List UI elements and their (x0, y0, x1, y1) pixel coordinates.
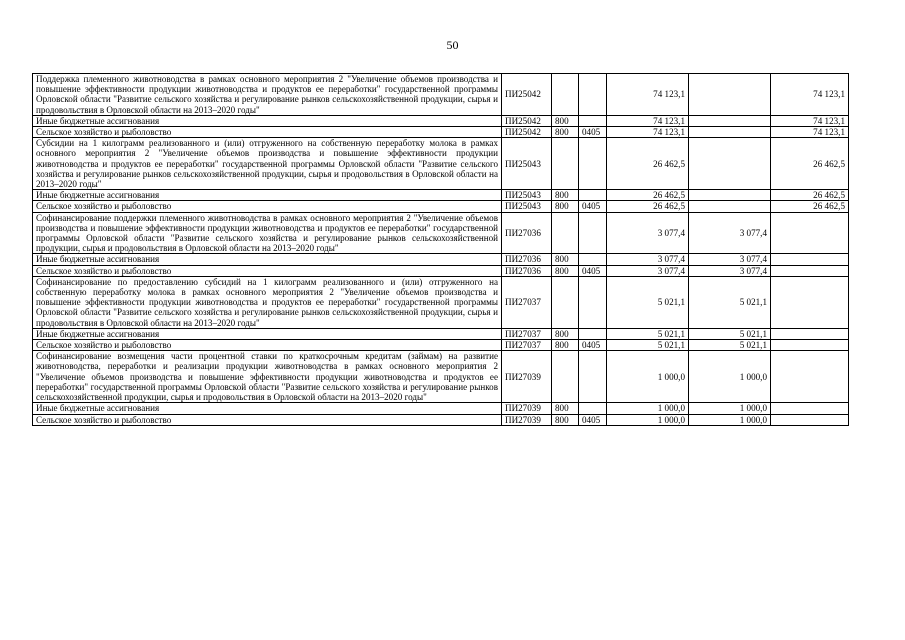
table-row (33, 265, 849, 276)
row-section-code (579, 212, 607, 254)
row-amount-regional (689, 74, 771, 116)
row-expense-type: 800 (552, 254, 579, 265)
row-target-code: ПИ27036 (502, 254, 552, 265)
row-section-code (579, 351, 607, 403)
row-section-code: 0405 (579, 127, 607, 138)
row-expense-type: 800 (552, 340, 579, 351)
row-amount-total: 26 462,5 (607, 201, 689, 212)
row-amount-federal: 26 462,5 (771, 138, 849, 190)
row-amount-regional: 5 021,1 (689, 340, 771, 351)
row-target-code: ПИ27036 (502, 212, 552, 254)
row-expense-type: 800 (552, 414, 579, 425)
row-amount-regional: 3 077,4 (689, 254, 771, 265)
row-amount-federal (771, 254, 849, 265)
row-amount-total: 3 077,4 (607, 254, 689, 265)
row-amount-total: 26 462,5 (607, 190, 689, 201)
row-amount-total: 5 021,1 (607, 328, 689, 339)
table-row (33, 115, 849, 126)
row-amount-regional: 1 000,0 (689, 414, 771, 425)
row-amount-regional (689, 115, 771, 126)
row-amount-total: 3 077,4 (607, 212, 689, 254)
row-section-code: 0405 (579, 265, 607, 276)
row-amount-federal (771, 340, 849, 351)
row-amount-total: 74 123,1 (607, 127, 689, 138)
table-row (33, 340, 849, 351)
row-section-code (579, 115, 607, 126)
row-section-code (579, 74, 607, 116)
table-row (33, 328, 849, 339)
row-amount-total: 5 021,1 (607, 340, 689, 351)
row-expense-type (552, 138, 579, 190)
row-name: Софинансирование возмещения части процентной ставки по краткосрочным кредитам (займам) на развитие животноводства, переработки и реализации продукции животноводства в рамках основного мероприятия 2 "Увеличение объемов производства и повышение эффективности продукции животноводства и продуктов ее переработки" государственной программы Орловской области "Развитие сельского хозяйства и регулирование рынков сельскохозяйственной продукции, сырья и продовольствия в Орловской области на 2013–2020 годы" (33, 351, 502, 403)
row-name: Сельское хозяйство и рыболовство (33, 201, 502, 212)
row-amount-regional: 5 021,1 (689, 328, 771, 339)
row-amount-federal (771, 328, 849, 339)
table-row (33, 414, 849, 425)
row-name: Иные бюджетные ассигнования (33, 403, 502, 414)
budget-table (32, 73, 849, 426)
row-amount-regional (689, 138, 771, 190)
row-section-code (579, 138, 607, 190)
row-expense-type (552, 276, 579, 328)
row-amount-regional: 1 000,0 (689, 403, 771, 414)
row-section-code: 0405 (579, 414, 607, 425)
row-name: Сельское хозяйство и рыболовство (33, 340, 502, 351)
row-expense-type: 800 (552, 403, 579, 414)
row-name: Софинансирование поддержки племенного животноводства в рамках основного мероприятия 2 "Увеличение объемов производства и повышение эффективности продукции животноводства и продуктов ее переработки" государственной программы Орловской области "Развитие сельского хозяйства и регулирование рынков сельскохозяйственной продукции, сырья и продовольствия в Орловской области на 2013–2020 годы" (33, 212, 502, 254)
row-amount-federal: 26 462,5 (771, 201, 849, 212)
row-target-code: ПИ27039 (502, 403, 552, 414)
row-amount-regional (689, 201, 771, 212)
table-row (33, 190, 849, 201)
row-amount-federal: 26 462,5 (771, 190, 849, 201)
row-name: Сельское хозяйство и рыболовство (33, 265, 502, 276)
row-amount-federal: 74 123,1 (771, 74, 849, 116)
row-section-code (579, 190, 607, 201)
row-amount-federal (771, 265, 849, 276)
table-row (33, 351, 849, 403)
row-name: Поддержка племенного животноводства в рамках основного мероприятия 2 "Увеличение объемов производства и повышение эффективности продукции животноводства и продуктов ее переработки" государственной программы Орловской области "Развитие сельского хозяйства и регулирование рынков сельскохозяйственной продукции, сырья и продовольствия в Орловской области на 2013–2020 годы" (33, 74, 502, 116)
row-name: Иные бюджетные ассигнования (33, 254, 502, 265)
row-name: Иные бюджетные ассигнования (33, 328, 502, 339)
table-row (33, 127, 849, 138)
row-amount-regional: 3 077,4 (689, 212, 771, 254)
row-amount-federal (771, 212, 849, 254)
row-amount-total: 26 462,5 (607, 138, 689, 190)
row-target-code: ПИ27036 (502, 265, 552, 276)
row-target-code: ПИ27037 (502, 340, 552, 351)
table-row (33, 276, 849, 328)
row-name: Иные бюджетные ассигнования (33, 190, 502, 201)
row-expense-type (552, 351, 579, 403)
row-amount-regional (689, 127, 771, 138)
row-name: Иные бюджетные ассигнования (33, 115, 502, 126)
row-amount-total: 3 077,4 (607, 265, 689, 276)
row-target-code: ПИ25042 (502, 127, 552, 138)
row-name: Субсидии на 1 килограмм реализованного и (или) отгруженного на собственную переработку молока в рамках основного мероприятия 2 "Увеличение объемов производства и повышение эффективности продукции животноводства и продуктов ее переработки" государственной программы Орловской области "Развитие сельского хозяйства и регулирование рынков сельскохозяйственной продукции, сырья и продовольствия в Орловской области на 2013–2020 годы" (33, 138, 502, 190)
table-row (33, 201, 849, 212)
row-name: Сельское хозяйство и рыболовство (33, 127, 502, 138)
row-target-code: ПИ27037 (502, 276, 552, 328)
row-amount-total: 1 000,0 (607, 414, 689, 425)
table-row (33, 138, 849, 190)
row-expense-type: 800 (552, 190, 579, 201)
table-row (33, 74, 849, 116)
row-expense-type (552, 74, 579, 116)
row-amount-total: 1 000,0 (607, 351, 689, 403)
row-expense-type: 800 (552, 115, 579, 126)
row-amount-regional (689, 190, 771, 201)
row-amount-regional: 3 077,4 (689, 265, 771, 276)
row-target-code: ПИ25043 (502, 201, 552, 212)
row-amount-total: 74 123,1 (607, 115, 689, 126)
row-section-code (579, 403, 607, 414)
table-row (33, 403, 849, 414)
row-expense-type: 800 (552, 127, 579, 138)
row-section-code (579, 276, 607, 328)
row-amount-federal (771, 414, 849, 425)
row-amount-total: 74 123,1 (607, 74, 689, 116)
row-amount-federal (771, 276, 849, 328)
table-row (33, 212, 849, 254)
row-section-code (579, 254, 607, 265)
table-row (33, 254, 849, 265)
row-amount-total: 5 021,1 (607, 276, 689, 328)
row-target-code: ПИ27037 (502, 328, 552, 339)
row-name: Сельское хозяйство и рыболовство (33, 414, 502, 425)
row-name: Софинансирование по предоставлению субсидий на 1 килограмм реализованного и (или) отгруженного на собственную переработку молока в рамках основного мероприятия 2 "Увеличение объемов производства и повышение эффективности продукции животноводства и продуктов ее переработки" государственной программы Орловской области "Развитие сельского хозяйства и регулирование рынков сельскохозяйственной продукции, сырья и продовольствия в Орловской области на 2013–2020 годы" (33, 276, 502, 328)
row-expense-type: 800 (552, 201, 579, 212)
row-expense-type (552, 212, 579, 254)
row-target-code: ПИ27039 (502, 414, 552, 425)
page-number: 50 (446, 38, 459, 52)
row-amount-regional: 1 000,0 (689, 351, 771, 403)
row-amount-federal (771, 403, 849, 414)
row-section-code: 0405 (579, 340, 607, 351)
row-amount-regional: 5 021,1 (689, 276, 771, 328)
row-target-code: ПИ25043 (502, 138, 552, 190)
row-expense-type: 800 (552, 328, 579, 339)
row-amount-total: 1 000,0 (607, 403, 689, 414)
row-target-code: ПИ25042 (502, 115, 552, 126)
row-target-code: ПИ27039 (502, 351, 552, 403)
row-target-code: ПИ25043 (502, 190, 552, 201)
row-section-code: 0405 (579, 201, 607, 212)
row-expense-type: 800 (552, 265, 579, 276)
row-target-code: ПИ25042 (502, 74, 552, 116)
row-amount-federal: 74 123,1 (771, 127, 849, 138)
row-amount-federal: 74 123,1 (771, 115, 849, 126)
row-section-code (579, 328, 607, 339)
row-amount-federal (771, 351, 849, 403)
